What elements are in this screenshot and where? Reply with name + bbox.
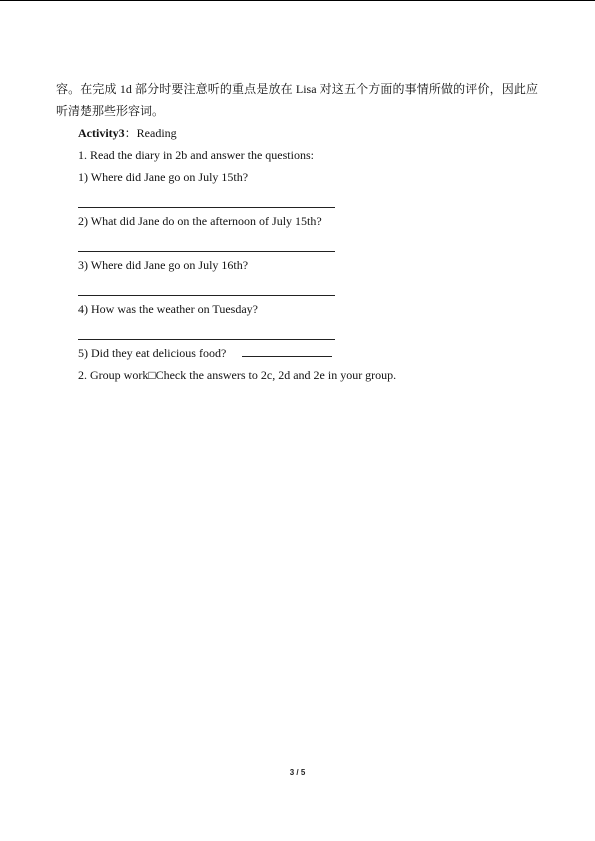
question-5 [78,342,538,364]
page-number: 3 / 5 [289,768,306,777]
intro-paragraph [56,78,538,122]
question-3 [78,254,538,298]
intro-line-1: 容。在完成 1d 部分时要注意听的重点是放在 Lisa 对这五个方面的事情所做的评价，因此应 [56,82,538,96]
question-4-text: 4) How was the weather on Tuesday? [78,302,258,316]
activity-separator: ： [124,126,137,140]
task2-instruction: 2. Group work□Check the answers to 2c, 2d and 2e in your group. [78,368,397,382]
question-4 [78,298,538,342]
answer-line-3[interactable] [78,276,335,298]
header-rule [0,0,595,1]
activity-title [78,122,538,144]
question-1 [78,166,538,210]
answer-line-1[interactable] [78,188,335,210]
document-body [56,78,538,386]
activity-topic: Reading [136,126,177,140]
question-5-text: 5) Did they eat delicious food? [78,346,227,360]
task1-instruction: 1. Read the diary in 2b and answer the questions: [78,148,314,162]
question-1-text: 1) Where did Jane go on July 15th? [78,170,249,184]
question-3-text: 3) Where did Jane go on July 16th? [78,258,249,272]
intro-line-2: 听清楚那些形容词。 [56,104,165,118]
activity-section [78,122,538,386]
question-5-row [78,342,538,364]
activity-heading: Activity3 [78,126,125,140]
question-2-text: 2) What did Jane do on the afternoon of July 15th? [78,214,322,228]
answer-line-4[interactable] [78,320,335,342]
answer-line-2[interactable] [78,232,335,254]
answer-blank-5[interactable] [242,344,332,357]
question-2 [78,210,538,254]
